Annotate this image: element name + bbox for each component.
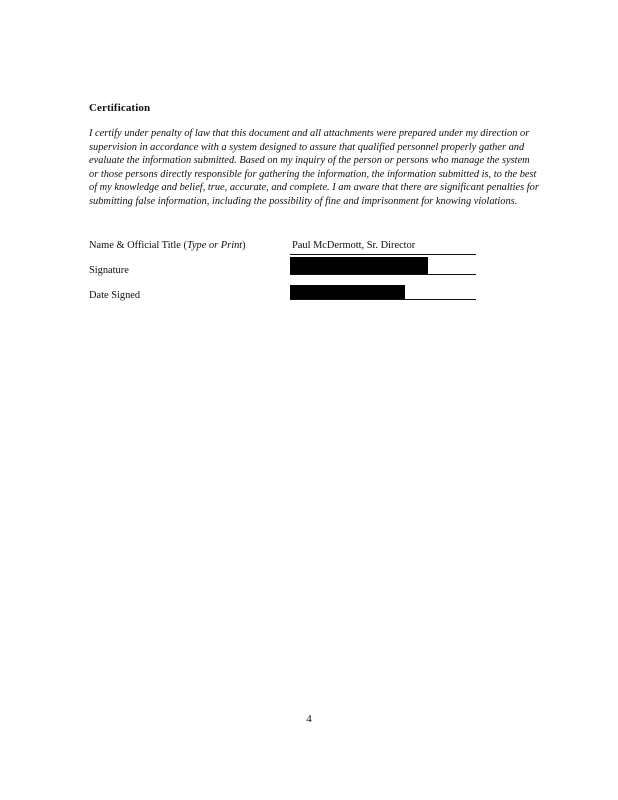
name-title-field [290,239,476,255]
page-number: 4 [306,713,312,725]
date-signed-field [290,285,476,300]
name-title-label [89,240,246,251]
signature-redaction [290,257,428,274]
name-title-label-italic: Type or Print [186,240,243,251]
name-title-label-prefix: Name & Official Title ( [89,240,187,251]
date-signed-redaction [290,285,405,299]
name-title-value: Paul McDermott, Sr. Director [292,240,416,251]
signature-field [290,257,476,275]
signature-label: Signature [89,265,129,276]
date-signed-label: Date Signed [89,290,141,301]
certification-heading: Certification [89,102,151,114]
name-title-label-suffix: ) [242,240,246,251]
certification-statement: I certify under penalty of law that this document and all attachments were prepared under my direction or supervision in accordance with a system designed to assure that qualified personnel properly gather and evaluate the information submitted. Based on my inquiry of the person or persons who manage the system or those persons directly responsible for gathering the information, the information submitted is, to the best of my knowledge and belief, true, accurate, and complete. I am aware that there are significant penalties for submitting false information, including the possibility of fine and imprisonment for knowing violations. [89,128,539,207]
